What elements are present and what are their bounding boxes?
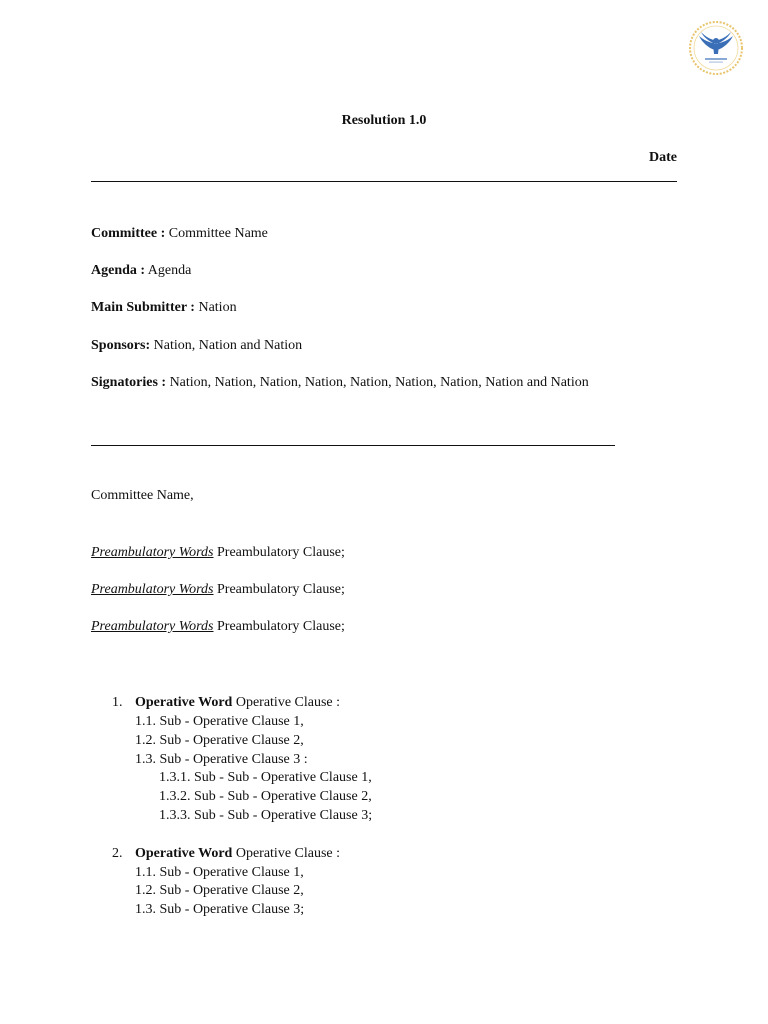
header-divider xyxy=(91,181,677,182)
sponsors-value: Nation, Nation and Nation xyxy=(150,338,303,353)
sub-sub-operative-clause: 1.3.2. Sub - Sub - Operative Clause 2, xyxy=(159,789,372,804)
sponsors-label: Sponsors: xyxy=(91,338,151,353)
preambulatory-text: Preambulatory Clause; xyxy=(213,582,345,597)
agenda-value: Agenda xyxy=(145,263,192,278)
preambulatory-text: Preambulatory Clause; xyxy=(213,545,345,560)
agenda-label: Agenda : xyxy=(91,263,146,278)
sponsors-field xyxy=(91,337,302,355)
operative-text: Operative Clause : xyxy=(232,695,341,710)
main-submitter-field xyxy=(91,299,237,317)
agenda-field xyxy=(91,262,191,280)
resolution-title: Resolution 1.0 xyxy=(341,113,427,128)
operative-clause xyxy=(135,694,340,712)
date-label: Date xyxy=(649,150,677,165)
main-submitter-label: Main Submitter : xyxy=(91,300,195,315)
operative-number: 1. xyxy=(112,695,123,710)
preambulatory-words: Preambulatory Words xyxy=(91,545,214,560)
operative-number: 2. xyxy=(112,846,123,861)
committee-label: Committee : xyxy=(91,226,166,241)
sub-sub-operative-clause: 1.3.3. Sub - Sub - Operative Clause 3; xyxy=(159,808,373,823)
conference-logo xyxy=(688,20,744,76)
fields-divider xyxy=(91,445,615,446)
committee-value: Committee Name xyxy=(165,226,268,241)
operative-word: Operative Word xyxy=(135,695,233,710)
sub-operative-clause: 1.2. Sub - Operative Clause 2, xyxy=(135,733,304,748)
committee-address: Committee Name, xyxy=(91,488,194,503)
sub-operative-clause: 1.3. Sub - Operative Clause 3 : xyxy=(135,752,308,767)
sub-operative-clause: 1.3. Sub - Operative Clause 3; xyxy=(135,902,305,917)
sub-operative-clause: 1.1. Sub - Operative Clause 1, xyxy=(135,865,304,880)
preambulatory-clause xyxy=(91,581,345,599)
sub-operative-clause: 1.1. Sub - Operative Clause 1, xyxy=(135,714,304,729)
signatories-value: Nation, Nation, Nation, Nation, Nation, Nation, Nation, Nation and Nation xyxy=(166,375,589,390)
signatories-field xyxy=(91,374,589,392)
sub-operative-clause: 1.2. Sub - Operative Clause 2, xyxy=(135,883,304,898)
operative-word: Operative Word xyxy=(135,846,233,861)
signatories-label: Signatories : xyxy=(91,375,167,390)
sub-sub-operative-clause: 1.3.1. Sub - Sub - Operative Clause 1, xyxy=(159,770,372,785)
operative-text: Operative Clause : xyxy=(232,846,341,861)
preambulatory-words: Preambulatory Words xyxy=(91,619,214,634)
preambulatory-words: Preambulatory Words xyxy=(91,582,214,597)
preambulatory-clause xyxy=(91,544,345,562)
committee-field xyxy=(91,225,268,243)
preambulatory-clause xyxy=(91,618,345,636)
main-submitter-value: Nation xyxy=(194,300,237,315)
preambulatory-text: Preambulatory Clause; xyxy=(213,619,345,634)
operative-clause xyxy=(135,845,340,863)
